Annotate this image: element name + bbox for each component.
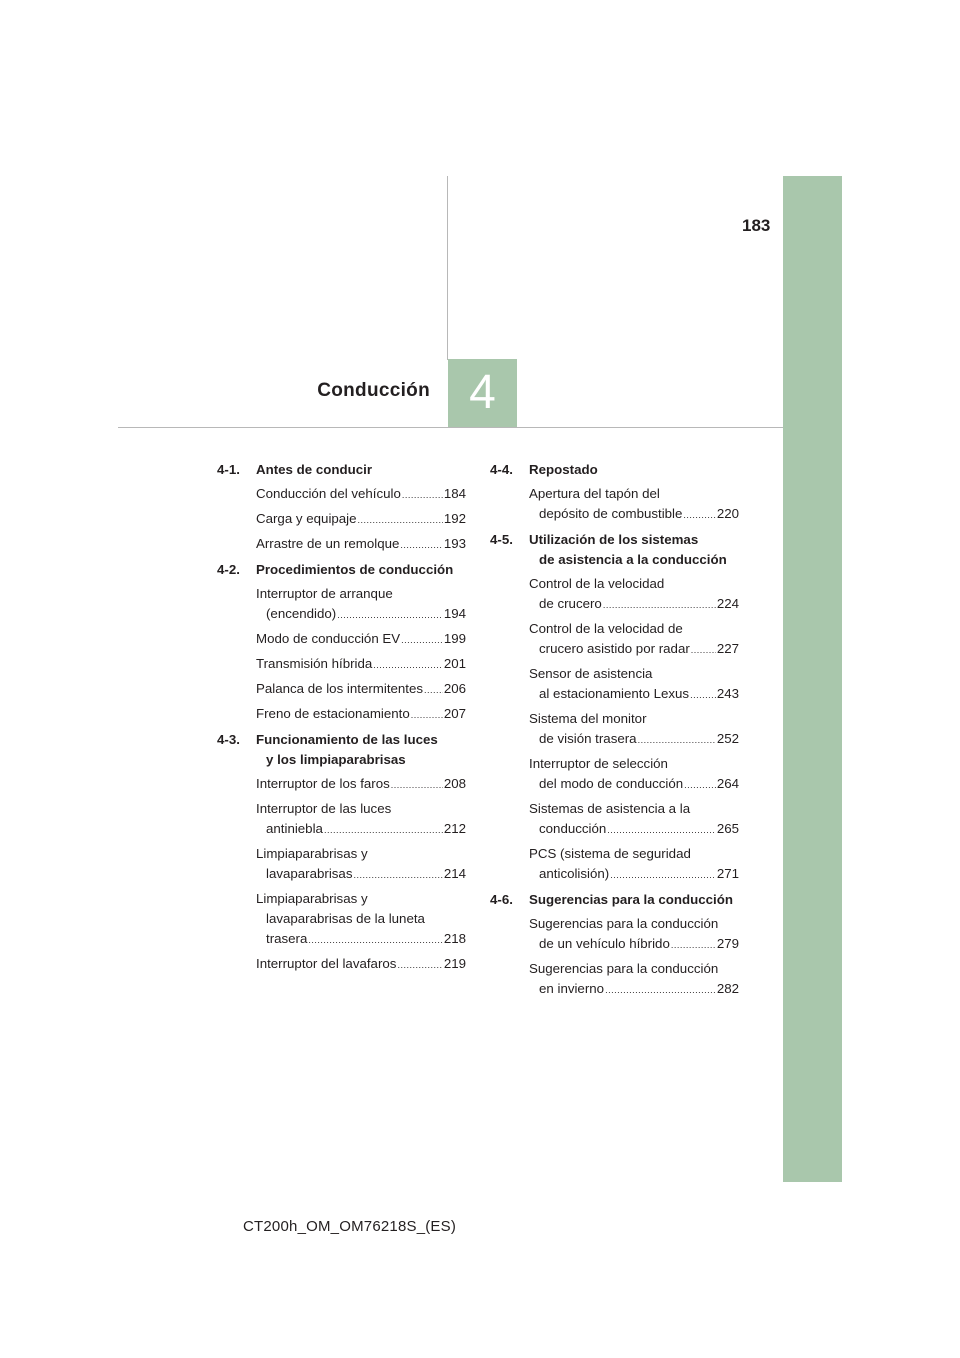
- entry-page-number: 227: [716, 641, 739, 656]
- dot-leader: [308, 930, 442, 950]
- entry-title-line: Conducción del vehículo: [256, 486, 401, 501]
- entry-page-number: 212: [443, 821, 466, 836]
- chapter-number-box: 4: [448, 359, 517, 427]
- entry-last-line: [256, 864, 466, 885]
- toc-entry[interactable]: [529, 799, 739, 840]
- entry-page-number: 218: [443, 931, 466, 946]
- toc-entry[interactable]: [529, 709, 739, 750]
- entry-page-number: 219: [443, 956, 466, 971]
- entry-last-line: [529, 684, 739, 705]
- toc-entry[interactable]: [529, 664, 739, 705]
- entry-page-number: 279: [716, 936, 739, 951]
- entry-title-line: Sugerencias para la conducción: [529, 961, 719, 976]
- dot-leader: [684, 775, 716, 795]
- toc-entry[interactable]: [256, 534, 466, 555]
- dot-leader: [373, 655, 443, 675]
- toc-entry[interactable]: [529, 959, 739, 1000]
- toc-entry[interactable]: [256, 654, 466, 675]
- entry-title-line: Limpiaparabrisas y: [256, 846, 368, 861]
- entry-last-line: [529, 864, 739, 885]
- entry-last-line: [256, 679, 466, 700]
- entry-title-line: Sistema del monitor: [529, 711, 647, 726]
- toc-entry[interactable]: [529, 844, 739, 885]
- section-title-line: Procedimientos de conducción: [256, 562, 454, 577]
- entry-title-line: Transmisión híbrida: [256, 656, 373, 671]
- section-title-line: Funcionamiento de las luces: [256, 732, 438, 747]
- entry-title-line: Interruptor de selección: [529, 756, 668, 771]
- toc-section: [490, 890, 739, 1000]
- entry-last-line: [529, 774, 739, 795]
- page-number: 183: [742, 216, 771, 235]
- toc-entry[interactable]: [529, 619, 739, 660]
- section-title-line: Antes de conducir: [256, 462, 372, 477]
- entry-last-line: [256, 484, 466, 505]
- entry-last-line: [256, 629, 466, 650]
- toc-entry[interactable]: [256, 679, 466, 700]
- toc-column-right: [490, 460, 739, 1005]
- toc-entry[interactable]: [529, 484, 739, 525]
- toc-section: [217, 460, 466, 555]
- dot-leader: [610, 865, 716, 885]
- section-heading: [217, 460, 466, 480]
- toc-section: [217, 730, 466, 975]
- section-number: 4-5.: [490, 532, 513, 547]
- entry-title-line: crucero asistido por radar: [539, 641, 690, 656]
- entry-page-number: 199: [443, 631, 466, 646]
- entry-title-line: Arrastre de un remolque: [256, 536, 400, 551]
- dot-leader: [690, 685, 716, 705]
- section-heading: [490, 890, 739, 910]
- entry-title-line: de crucero: [539, 596, 602, 611]
- entry-page-number: 224: [716, 596, 739, 611]
- entry-page-number: 271: [716, 866, 739, 881]
- dot-leader: [411, 705, 443, 725]
- dot-leader: [603, 595, 716, 615]
- dot-leader: [391, 775, 443, 795]
- entry-title-line: Interruptor de las luces: [256, 801, 392, 816]
- entry-last-line: [529, 504, 739, 525]
- dot-leader: [605, 980, 716, 1000]
- toc-entry[interactable]: [256, 954, 466, 975]
- dot-leader: [358, 510, 443, 530]
- toc-entry[interactable]: [256, 629, 466, 650]
- entry-last-line: [256, 534, 466, 555]
- dot-leader: [400, 535, 442, 555]
- toc-section: [490, 530, 739, 885]
- header-horizontal-rule: [118, 427, 783, 428]
- dot-leader: [353, 865, 442, 885]
- dot-leader: [424, 680, 443, 700]
- entry-last-line: [256, 604, 466, 625]
- entry-page-number: 282: [716, 981, 739, 996]
- toc-entry[interactable]: [529, 914, 739, 955]
- entry-title-line: de un vehículo híbrido: [539, 936, 670, 951]
- toc-entry[interactable]: [256, 509, 466, 530]
- entry-title-line: (encendido): [266, 606, 337, 621]
- entry-last-line: [529, 639, 739, 660]
- entry-title-line: conducción: [539, 821, 607, 836]
- entry-title-line: antiniebla: [266, 821, 323, 836]
- toc-entry[interactable]: [529, 574, 739, 615]
- entry-title-line: en invierno: [539, 981, 605, 996]
- section-heading: [490, 530, 739, 570]
- section-number: 4-6.: [490, 892, 513, 907]
- dot-leader: [607, 820, 716, 840]
- entry-title-line: de visión trasera: [539, 731, 637, 746]
- toc-entry[interactable]: [256, 889, 466, 950]
- entry-last-line: [256, 819, 466, 840]
- entry-last-line: [529, 729, 739, 750]
- entry-last-line: [256, 954, 466, 975]
- entry-title-line: Interruptor de arranque: [256, 586, 393, 601]
- entry-title-line: Control de la velocidad de: [529, 621, 683, 636]
- section-title-line: de asistencia a la conducción: [539, 552, 727, 567]
- section-title-line: Repostado: [529, 462, 598, 477]
- toc-entry[interactable]: [256, 774, 466, 795]
- entry-title-line: Control de la velocidad: [529, 576, 665, 591]
- toc-entry[interactable]: [256, 704, 466, 725]
- section-heading: [217, 730, 466, 770]
- dot-leader: [337, 605, 443, 625]
- entry-title-line: Freno de estacionamiento: [256, 706, 410, 721]
- entry-page-number: 265: [716, 821, 739, 836]
- toc-entry[interactable]: [256, 584, 466, 625]
- entry-page-number: 194: [443, 606, 466, 621]
- entry-page-number: 184: [443, 486, 466, 501]
- section-title-line: y los limpiaparabrisas: [266, 752, 406, 767]
- entry-title-line: Sistemas de asistencia a la: [529, 801, 691, 816]
- entry-last-line: [256, 509, 466, 530]
- entry-page-number: 208: [443, 776, 466, 791]
- section-number: 4-3.: [217, 732, 240, 747]
- document-code-footer: CT200h_OM_OM76218S_(ES): [243, 1218, 457, 1235]
- dot-leader: [683, 505, 715, 525]
- entry-title-line: al estacionamiento Lexus: [539, 686, 690, 701]
- entry-page-number: 243: [716, 686, 739, 701]
- dot-leader: [401, 630, 443, 650]
- entry-page-number: 252: [716, 731, 739, 746]
- toc-section: [217, 560, 466, 725]
- dot-leader: [638, 730, 716, 750]
- entry-last-line: [256, 929, 466, 950]
- entry-page-number: 220: [716, 506, 739, 521]
- entry-title-line: depósito de combustible: [539, 506, 683, 521]
- entry-title-line: Sugerencias para la conducción: [529, 916, 719, 931]
- toc-entry[interactable]: [256, 484, 466, 505]
- dot-leader: [671, 935, 716, 955]
- dot-leader: [691, 640, 716, 660]
- entry-last-line: [529, 979, 739, 1000]
- section-title-line: Sugerencias para la conducción: [529, 892, 733, 907]
- entry-title-line: Modo de conducción EV: [256, 631, 401, 646]
- entry-last-line: [256, 704, 466, 725]
- entry-page-number: 207: [443, 706, 466, 721]
- entry-page-number: 264: [716, 776, 739, 791]
- entry-last-line: [256, 774, 466, 795]
- entry-last-line: [529, 934, 739, 955]
- header-vertical-rule: [447, 176, 448, 360]
- entry-title-line: Interruptor de los faros: [256, 776, 390, 791]
- entry-title-line: del modo de conducción: [539, 776, 684, 791]
- chapter-title: Conducción: [317, 380, 430, 401]
- entry-title-line: Palanca de los intermitentes: [256, 681, 424, 696]
- section-title-line: Utilización de los sistemas: [529, 532, 699, 547]
- entry-title-line: PCS (sistema de seguridad: [529, 846, 691, 861]
- toc-entry[interactable]: [529, 754, 739, 795]
- entry-title-line: Carga y equipaje: [256, 511, 357, 526]
- entry-title-line: lavaparabrisas de la luneta: [266, 911, 425, 926]
- entry-title-line: lavaparabrisas: [266, 866, 353, 881]
- entry-title-line: Apertura del tapón del: [529, 486, 660, 501]
- dot-leader: [402, 485, 443, 505]
- entry-last-line: [529, 819, 739, 840]
- chapter-side-tab: [783, 176, 842, 1182]
- dot-leader: [324, 820, 443, 840]
- entry-title-line: Limpiaparabrisas y: [256, 891, 368, 906]
- section-heading: [490, 460, 739, 480]
- entry-page-number: 206: [443, 681, 466, 696]
- section-number: 4-4.: [490, 462, 513, 477]
- section-number: 4-2.: [217, 562, 240, 577]
- toc-entry[interactable]: [256, 799, 466, 840]
- entry-last-line: [256, 654, 466, 675]
- entry-title-line: anticolisión): [539, 866, 610, 881]
- entry-page-number: 192: [443, 511, 466, 526]
- entry-title-line: Sensor de asistencia: [529, 666, 653, 681]
- entry-page-number: 214: [443, 866, 466, 881]
- toc-entry[interactable]: [256, 844, 466, 885]
- section-heading: [217, 560, 466, 580]
- toc-column-left: [217, 460, 466, 980]
- entry-page-number: 201: [443, 656, 466, 671]
- section-number: 4-1.: [217, 462, 240, 477]
- entry-last-line: [529, 594, 739, 615]
- entry-page-number: 193: [443, 536, 466, 551]
- entry-title-line: Interruptor del lavafaros: [256, 956, 397, 971]
- toc-section: [490, 460, 739, 525]
- dot-leader: [397, 955, 442, 975]
- entry-title-line: trasera: [266, 931, 308, 946]
